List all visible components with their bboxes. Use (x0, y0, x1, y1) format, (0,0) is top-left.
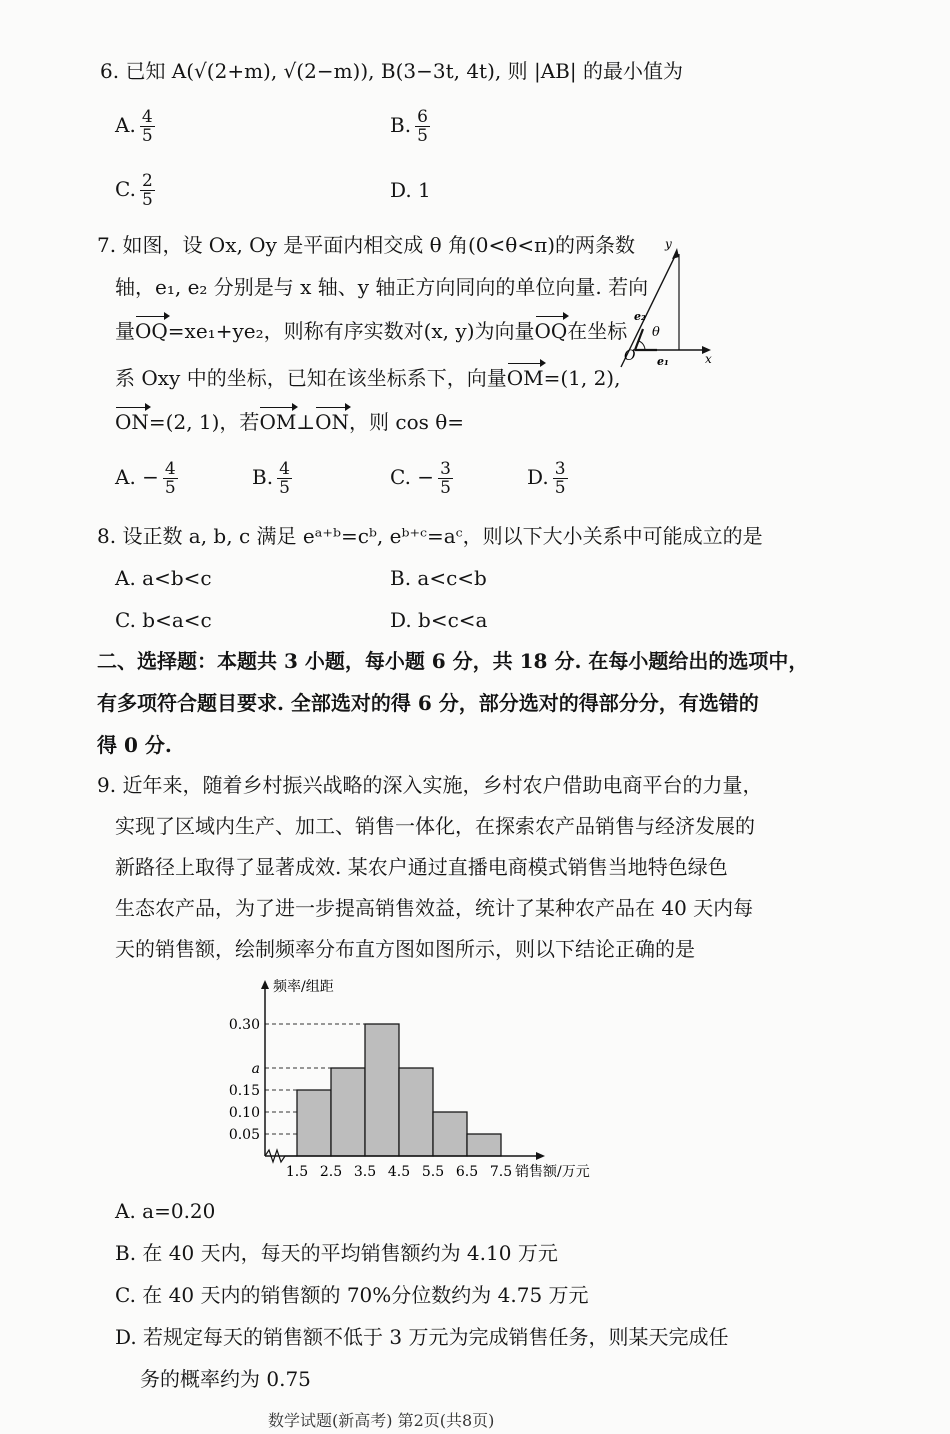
histogram-bar (331, 1068, 365, 1156)
theta-label: θ (652, 325, 660, 340)
q9-option-c: C. 在 40 天内的销售额的 70%分位数约为 4.75 万元 (115, 1283, 589, 1307)
x-tick-labels (286, 1164, 512, 1180)
q9-line-1: 9. 近年来，随着乡村振兴战略的深入实施，乡村农户借助电商平台的力量， (97, 773, 763, 797)
fraction: $\frac{2}{5}$ (141, 171, 153, 210)
y-tick-label: 0.30 (228, 1017, 260, 1033)
vector-on: ON (115, 410, 149, 434)
q7-line-3: 量OQ=xe₁+ye₂，则称有序实数对(x, y)为向量OQ在坐标 (115, 319, 628, 343)
q7-option-b: B. $\frac{4}{5}$ (252, 459, 290, 498)
y-axis-title: 频率/组距 (273, 979, 334, 995)
q6-option-d: D. 1 (390, 178, 431, 202)
section-2-line-3: 得 0 分. (97, 733, 172, 757)
y-tick-label: 0.05 (228, 1127, 260, 1143)
histogram-bar (467, 1134, 501, 1156)
fraction: $\frac{4}{5}$ (279, 459, 290, 498)
x-axis-title: 销售额/万元 (515, 1164, 590, 1180)
x-tick-label: 1.5 (285, 1164, 309, 1180)
fraction: $\frac{4}{5}$ (164, 459, 176, 498)
q9-line-2: 实现了区域内生产、加工、销售一体化，在探索农产品销售与经济发展的 (115, 814, 755, 838)
x-axis-label: x (705, 352, 712, 366)
q9-line-4: 生态农产品，为了进一步提高销售效益，统计了某种农产品在 40 天内每 (115, 896, 754, 920)
q8-option-c: C. b<a<c (115, 608, 212, 632)
q7-option-a: A. − $\frac{4}{5}$ (115, 459, 176, 498)
q7-line-1: 7. 如图，设 Ox, Oy 是平面内相交成 θ 角(0<θ<π)的两条数 (97, 233, 636, 257)
y-axis-label: y (665, 237, 672, 251)
x-tick-label: 2.5 (319, 1164, 343, 1180)
q6-stem: 6. 已知 A(√(2+m), √(2−m)), B(3−3t, 4t), 则 |AB| 的最小值为 (100, 59, 683, 83)
origin-label: O (624, 348, 636, 364)
vector-om: OM (506, 366, 544, 390)
q8-option-d: D. b<c<a (390, 608, 488, 632)
vector-om: OM (259, 410, 297, 434)
y-axis-arrow (672, 248, 679, 259)
q9-option-b: B. 在 40 天内，每天的平均销售额约为 4.10 万元 (115, 1241, 558, 1265)
vector-oq: OQ (135, 319, 168, 343)
histogram-bar (297, 1090, 331, 1156)
q7-option-c: C. − $\frac{3}{5}$ (390, 459, 451, 498)
histogram-bars (297, 1024, 501, 1156)
y-tick-label: 0.15 (228, 1083, 260, 1099)
x-axis-arrow (536, 1152, 545, 1160)
q6-option-a: A. $\frac{4}{5}$ (115, 107, 153, 146)
histogram-chart (215, 970, 610, 1190)
fraction: $\frac{4}{5}$ (141, 107, 153, 146)
theta-arc (639, 341, 645, 350)
histogram-bar (399, 1068, 433, 1156)
y-tick-label: a (251, 1061, 260, 1077)
histogram-bar (365, 1024, 399, 1156)
vector-oq: OQ (534, 319, 568, 343)
q9-line-5: 天的销售额，绘制频率分布直方图如图所示，则以下结论正确的是 (115, 937, 695, 961)
q8-stem: 8. 设正数 a, b, c 满足 eᵃ⁺ᵇ=cᵇ, eᵇ⁺ᶜ=aᶜ，则以下大小关系中可能成立的是 (97, 524, 763, 548)
e1-label: e₁ (657, 355, 669, 368)
q8-option-a: A. a<b<c (115, 566, 212, 590)
q6-option-b: B. $\frac{6}{5}$ (390, 107, 428, 146)
q6-option-c: C. $\frac{2}{5}$ (115, 171, 153, 210)
x-tick-label: 4.5 (387, 1164, 411, 1180)
x-tick-label: 5.5 (421, 1164, 445, 1180)
x-tick-label: 6.5 (455, 1164, 479, 1180)
q7-axis-figure (615, 232, 725, 372)
fraction: $\frac{6}{5}$ (417, 107, 428, 146)
y-tick-label: 0.10 (228, 1105, 260, 1121)
q7-line-4: 系 Oxy 中的坐标，已知在该坐标系下，向量OM=(1, 2), (115, 366, 621, 390)
fraction: $\frac{3}{5}$ (554, 459, 566, 498)
q8-option-b: B. a<c<b (390, 566, 487, 590)
q7-option-d: D. $\frac{3}{5}$ (527, 459, 566, 498)
y-axis-arrow (261, 980, 269, 989)
section-2-line-1: 二、选择题：本题共 3 小题，每小题 6 分，共 18 分. 在每小题给出的选项中， (97, 649, 809, 673)
vector-on: ON (315, 410, 350, 434)
page-footer: 数学试题(新高考) 第2页(共8页) (268, 1411, 495, 1430)
q9-line-3: 新路径上取得了显著成效. 某农户通过直播电商模式销售当地特色绿色 (115, 855, 728, 879)
q7-line-5: ON=(2, 1)，若OM⊥ON，则 cos θ= (115, 410, 465, 434)
q9-option-d-line-2: 务的概率约为 0.75 (140, 1367, 311, 1391)
q9-option-a: A. a=0.20 (115, 1199, 216, 1223)
x-tick-label: 3.5 (353, 1164, 377, 1180)
e2-vector (635, 329, 643, 350)
x-tick-label: 7.5 (489, 1164, 513, 1180)
q7-line-2: 轴，e₁, e₂ 分别是与 x 轴、y 轴正方向同向的单位向量. 若向 (115, 275, 649, 299)
histogram-bar (433, 1112, 467, 1156)
fraction: $\frac{3}{5}$ (440, 459, 451, 498)
q9-option-d-line-1: D. 若规定每天的销售额不低于 3 万元为完成销售任务，则某天完成任 (115, 1325, 729, 1349)
y-tick-labels (229, 1017, 260, 1143)
e2-label: e₂ (634, 310, 646, 323)
section-2-line-2: 有多项符合题目要求. 全部选对的得 6 分，部分选对的得部分分，有选错的 (97, 691, 759, 715)
